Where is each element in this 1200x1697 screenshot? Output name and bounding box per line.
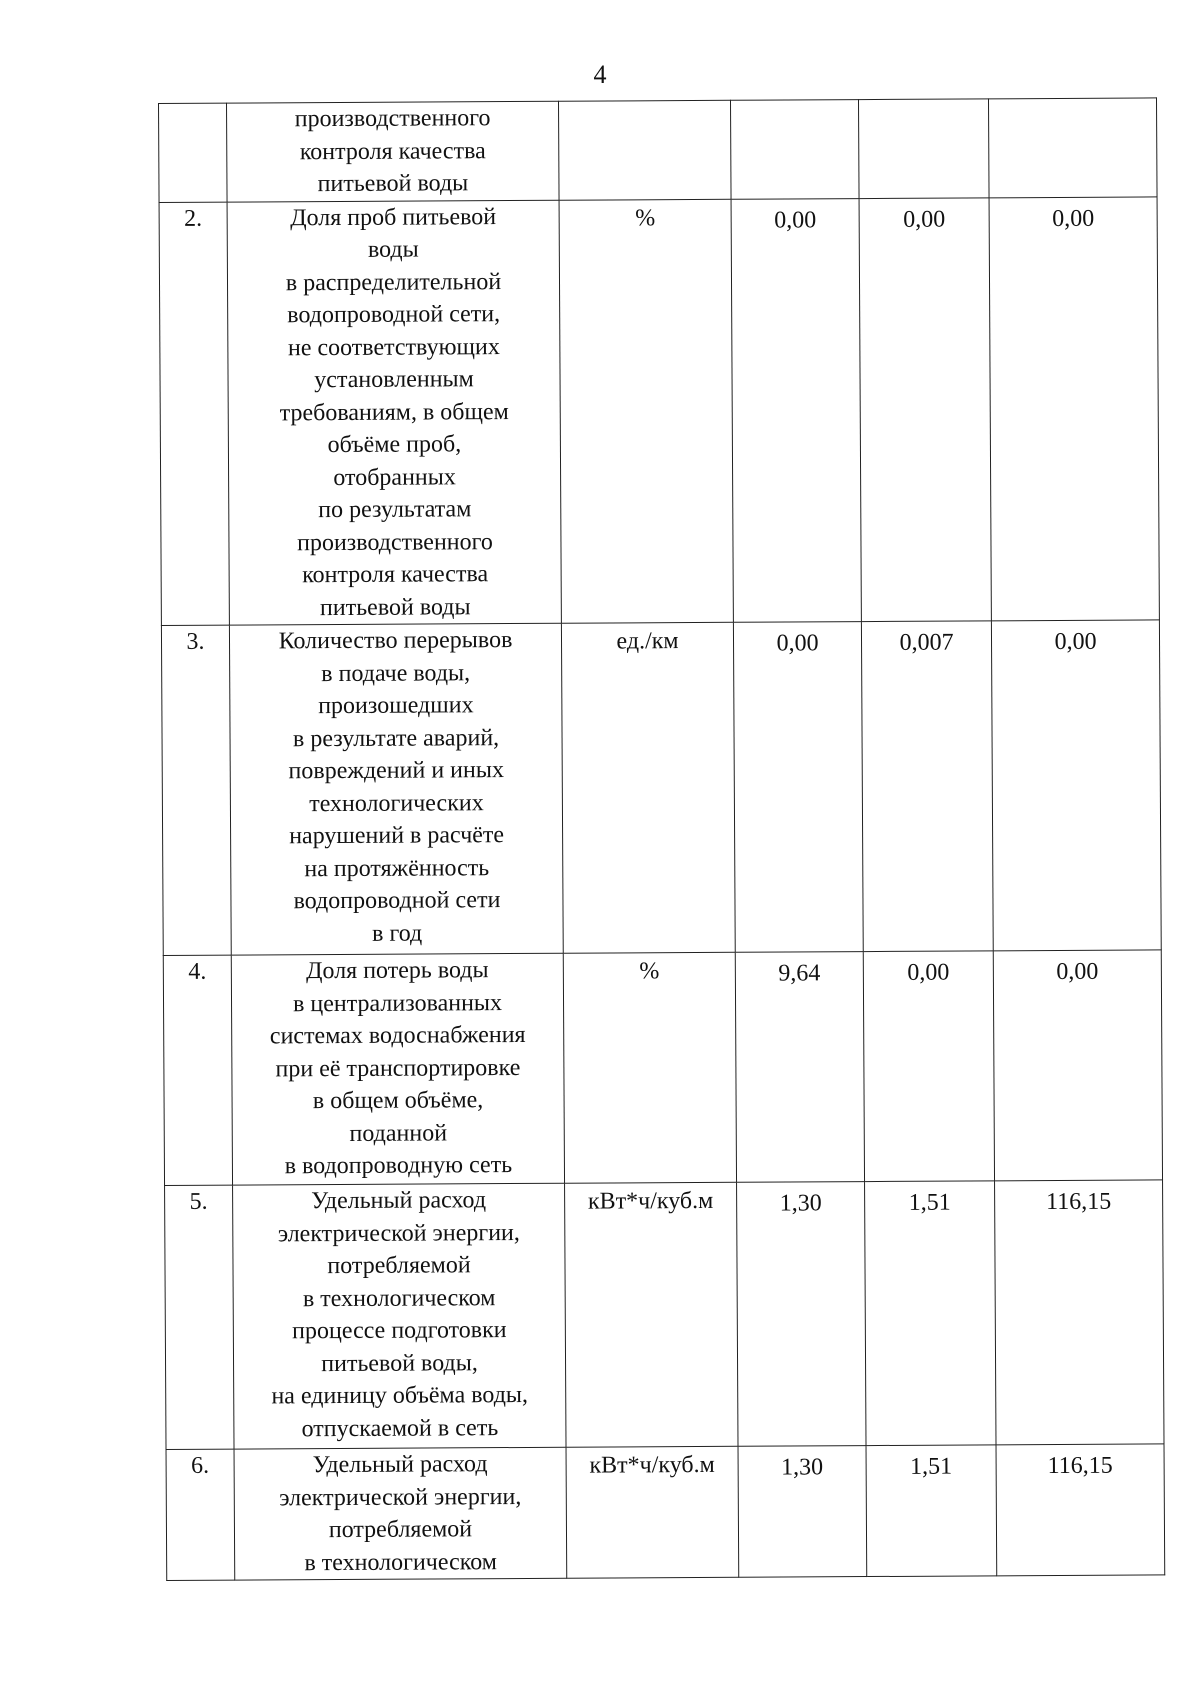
value-cell-3: 116,15: [996, 1444, 1165, 1576]
indicator-name-cell: Удельный расход электрической энергии, потребляемой в технологическом: [234, 1447, 567, 1580]
indicator-name-cell: Доля проб питьевой воды в распределительной водопроводной сети, не соответствующих установленным требованиям, в общем объёме проб, отобранных по результатам производственного контроля качества питьевой воды: [227, 200, 561, 625]
value-cell-2: 0,00: [863, 951, 994, 1182]
table-row: [161, 620, 1161, 956]
value-cell-1: 1,30: [737, 1182, 866, 1447]
value-cell-3: 116,15: [995, 1180, 1164, 1445]
value-cell-2: 0,007: [861, 621, 993, 952]
unit-cell: кВт*ч/куб.м: [566, 1446, 739, 1578]
value-cell-2: 1,51: [865, 1181, 996, 1446]
value-cell-1: 0,00: [731, 198, 861, 622]
row-number-cell: 5.: [165, 1185, 234, 1449]
table-row: [165, 1180, 1164, 1450]
value-cell-2: [858, 99, 989, 198]
unit-cell: %: [563, 952, 736, 1183]
row-number-cell: 2.: [159, 202, 229, 626]
row-number-cell: [159, 103, 228, 202]
row-number-cell: 3.: [161, 625, 231, 955]
row-number-cell: 6.: [166, 1449, 235, 1580]
row-number-cell: 4.: [163, 955, 232, 1185]
table-row: [163, 950, 1162, 1186]
value-cell-1: 9,64: [735, 952, 864, 1183]
value-cell-1: [730, 100, 859, 199]
unit-cell: кВт*ч/куб.м: [565, 1182, 738, 1447]
value-cell-2: 1,51: [866, 1445, 997, 1577]
indicator-name-cell: Удельный расход электрической энергии, потребляемой в технологическом процессе подготовки питьевой воды, на единицу объёма воды, отпускаемой в сеть: [233, 1183, 566, 1449]
value-cell-2: 0,00: [859, 197, 991, 621]
value-cell-1: 0,00: [733, 622, 863, 953]
table-row: [159, 196, 1159, 625]
value-cell-1: 1,30: [738, 1446, 867, 1578]
table-row: [166, 1444, 1165, 1581]
indicator-name-cell: производственного контроля качества питьевой воды: [227, 101, 560, 201]
value-cell-3: 0,00: [991, 620, 1161, 951]
unit-cell: %: [559, 199, 733, 623]
table-row: [159, 98, 1158, 202]
value-cell-3: 0,00: [993, 950, 1162, 1181]
value-cell-3: 0,00: [989, 196, 1159, 620]
unit-cell: ед./км: [561, 622, 735, 953]
page-number: 4: [593, 60, 607, 89]
value-cell-3: [988, 98, 1157, 197]
indicators-table: [158, 97, 1165, 1581]
indicator-name-cell: Количество перерывов в подаче воды, произошедших в результате аварий, повреждений и иных технологических нарушений в расчёте на протяжённость водопроводной сети в год: [229, 623, 563, 955]
indicator-name-cell: Доля потерь воды в централизованных системах водоснабжения при её транспортировке в общем объёме, поданной в водопроводную сеть: [231, 953, 564, 1185]
unit-cell: [558, 100, 731, 199]
